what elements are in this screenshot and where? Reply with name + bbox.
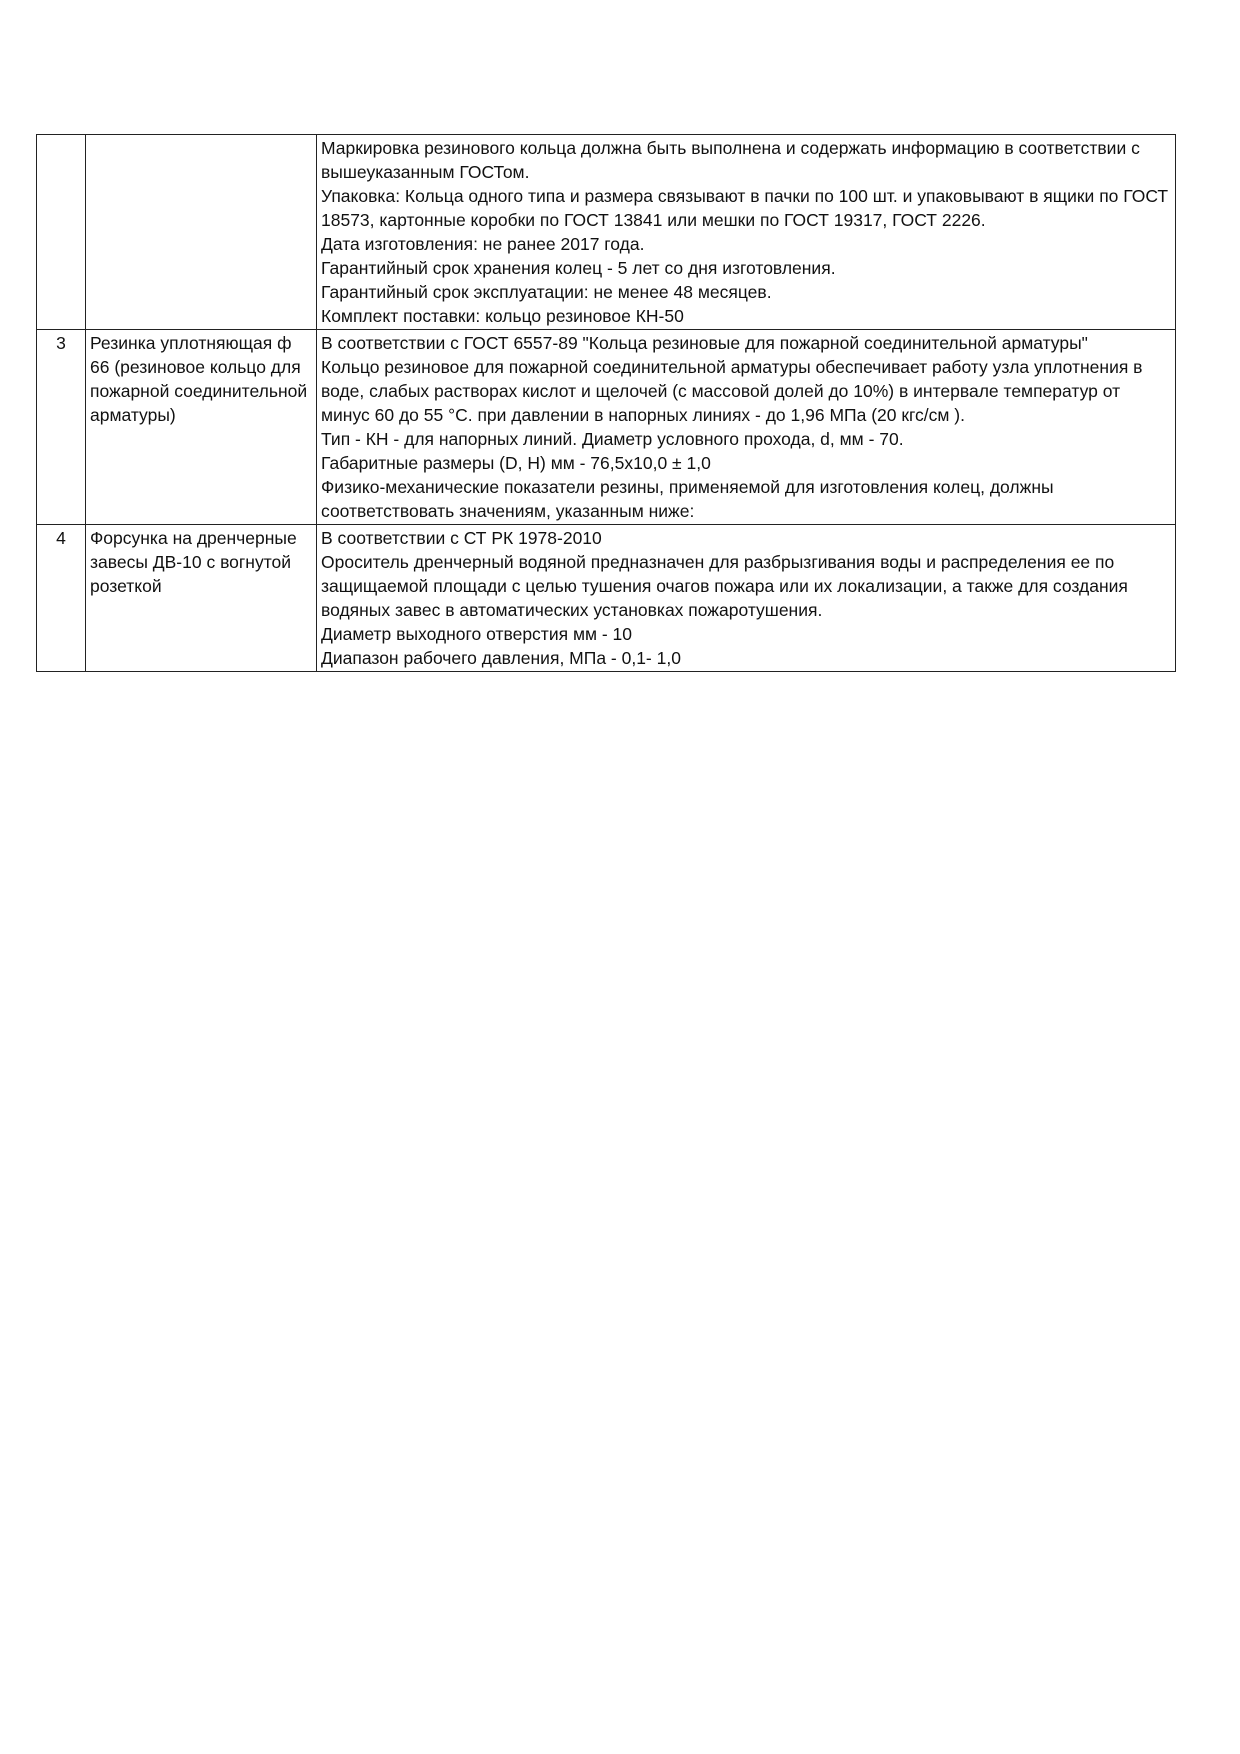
item-specification [317, 135, 1176, 330]
spec-line: Ороситель дренчерный водяной предназначен для разбрызгивания воды и распределения ее по защищаемой площади с целью тушения очагов пожара или их локализации, а также для создания водяных завес в автоматических установках пожаротушения. [321, 552, 1128, 620]
spec-line: Габаритные размеры (D, H) мм - 76,5x10,0 ± 1,0 [321, 453, 711, 473]
spec-line: Гарантийный срок эксплуатации: не менее 48 месяцев. [321, 282, 772, 302]
item-name [86, 135, 317, 330]
item-specification [317, 525, 1176, 672]
item-specification [317, 330, 1176, 525]
spec-line: Дата изготовления: не ранее 2017 года. [321, 234, 645, 254]
spec-line: Кольцо резиновое для пожарной соединительной арматуры обеспечивает работу узла уплотнения в воде, слабых растворах кислот и щелочей (с массовой долей до 10%) в интервале температур от минус 60 до 55 °С. при давлении в напорных линиях - до 1,96 МПа (20 кгс/см ). [321, 357, 1143, 425]
spec-line: Диапазон рабочего давления, МПа - 0,1- 1,0 [321, 648, 681, 668]
item-name: Форсунка на дренчерные завесы ДВ-10 с вогнутой розеткой [86, 525, 317, 672]
spec-line: В соответствии с СТ РК 1978-2010 [321, 528, 602, 548]
row-number: 4 [37, 525, 86, 672]
item-name: Резинка уплотняющая ф 66 (резиновое кольцо для пожарной соединительной арматуры) [86, 330, 317, 525]
table-row [37, 135, 1176, 330]
specification-table [36, 134, 1176, 672]
spec-line: Упаковка: Кольца одного типа и размера связывают в пачки по 100 шт. и упаковывают в ящики по ГОСТ 18573, картонные коробки по ГОСТ 13841 или мешки по ГОСТ 19317, ГОСТ 2226. [321, 186, 1169, 230]
spec-line: Гарантийный срок хранения колец - 5 лет со дня изготовления. [321, 258, 836, 278]
table-row [37, 330, 1176, 525]
spec-line: Физико-механические показатели резины, применяемой для изготовления колец, должны соответствовать значениям, указанным ниже: [321, 477, 1054, 521]
spec-line: Маркировка резинового кольца должна быть выполнена и содержать информацию в соответствии с вышеуказанным ГОСТом. [321, 138, 1140, 182]
spec-table-page [36, 134, 1176, 672]
table-row [37, 525, 1176, 672]
spec-line: Комплект поставки: кольцо резиновое КН-50 [321, 306, 684, 326]
spec-line: Тип - КН - для напорных линий. Диаметр условного прохода, d, мм - 70. [321, 429, 904, 449]
spec-line: Диаметр выходного отверстия мм - 10 [321, 624, 633, 644]
row-number: 3 [37, 330, 86, 525]
row-number [37, 135, 86, 330]
spec-line: В соответствии с ГОСТ 6557-89 "Кольца резиновые для пожарной соединительной арматуры" [321, 333, 1088, 353]
